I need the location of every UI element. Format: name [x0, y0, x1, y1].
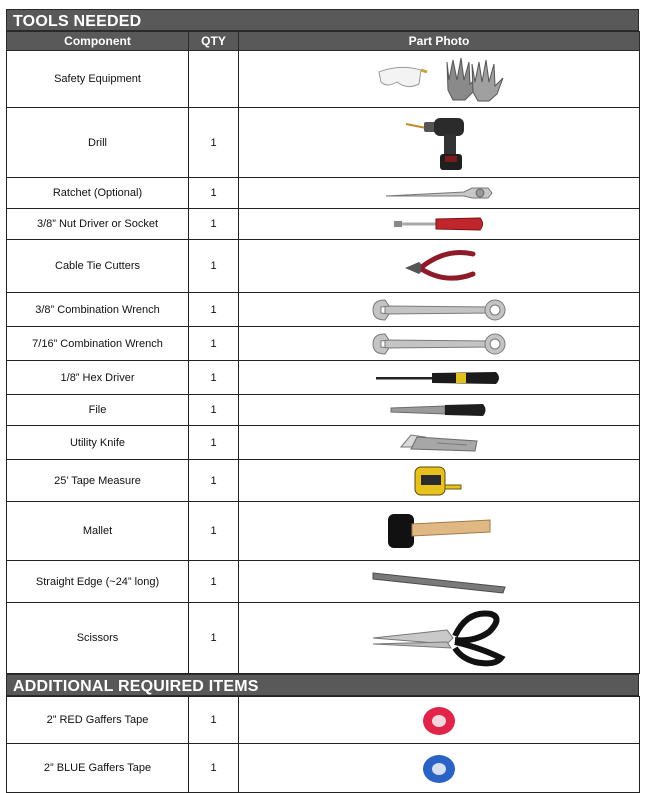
- additional-section-title: ADDITIONAL REQUIRED ITEMS: [6, 674, 639, 696]
- qty-cell: 1: [189, 209, 239, 240]
- qty-cell: 1: [189, 361, 239, 395]
- table-row: [7, 51, 640, 108]
- qty-cell: 1: [189, 460, 239, 502]
- photo-cell: [239, 327, 640, 361]
- mallet-photo: [384, 508, 494, 554]
- qty-cell: 1: [189, 240, 239, 293]
- photo-cell: [239, 744, 640, 793]
- table-header-row: [7, 32, 640, 51]
- additional-table: [6, 696, 640, 793]
- table-row: [7, 426, 640, 460]
- component-cell: Safety Equipment: [7, 51, 189, 108]
- photo-cell: [239, 395, 640, 426]
- tape-measure-photo: [411, 463, 467, 499]
- ratchet-photo: [384, 184, 494, 202]
- component-cell: Drill: [7, 108, 189, 178]
- utility-knife-photo: [397, 431, 481, 455]
- component-cell: 3/8” Nut Driver or Socket: [7, 209, 189, 240]
- file-photo: [389, 402, 489, 418]
- component-cell: Utility Knife: [7, 426, 189, 460]
- qty-cell: 1: [189, 395, 239, 426]
- table-row: [7, 460, 640, 502]
- table-row: [7, 108, 640, 178]
- hex-driver-photo: [374, 369, 504, 387]
- table-row: [7, 293, 640, 327]
- tools-section-title: TOOLS NEEDED: [6, 9, 639, 31]
- photo-cell: [239, 426, 640, 460]
- component-cell: 3/8” Combination Wrench: [7, 293, 189, 327]
- component-cell: 2” RED Gaffers Tape: [7, 697, 189, 744]
- photo-cell: [239, 561, 640, 603]
- photo-cell: [239, 293, 640, 327]
- qty-cell: 1: [189, 603, 239, 674]
- qty-cell: 1: [189, 327, 239, 361]
- qty-cell: [189, 51, 239, 108]
- table-row: [7, 240, 640, 293]
- qty-cell: 1: [189, 108, 239, 178]
- cable-tie-cutters-photo: [399, 244, 479, 288]
- photo-cell: [239, 240, 640, 293]
- nut-driver-photo: [392, 215, 487, 233]
- table-row: [7, 697, 640, 744]
- table-row: [7, 502, 640, 561]
- table-row: [7, 361, 640, 395]
- component-cell: Cable Tie Cutters: [7, 240, 189, 293]
- photo-cell: [239, 460, 640, 502]
- qty-cell: 1: [189, 561, 239, 603]
- table-row: [7, 561, 640, 603]
- qty-cell: 1: [189, 502, 239, 561]
- safety-equipment-photo: [369, 54, 509, 104]
- tools-table: [6, 31, 640, 674]
- photo-cell: [239, 209, 640, 240]
- wrench-photo: [371, 332, 507, 356]
- photo-cell: [239, 108, 640, 178]
- tools-sheet: [6, 9, 639, 793]
- photo-header: Part Photo: [239, 32, 640, 51]
- red-tape-photo: [419, 703, 459, 737]
- photo-cell: [239, 178, 640, 209]
- photo-cell: [239, 603, 640, 674]
- photo-cell: [239, 361, 640, 395]
- table-row: [7, 327, 640, 361]
- qty-cell: 1: [189, 744, 239, 793]
- drill-photo: [404, 112, 474, 174]
- qty-cell: 1: [189, 426, 239, 460]
- component-cell: Straight Edge (~24” long): [7, 561, 189, 603]
- photo-cell: [239, 51, 640, 108]
- component-cell: File: [7, 395, 189, 426]
- table-row: [7, 603, 640, 674]
- component-cell: Ratchet (Optional): [7, 178, 189, 209]
- component-cell: Mallet: [7, 502, 189, 561]
- table-row: [7, 744, 640, 793]
- component-cell: 2” BLUE Gaffers Tape: [7, 744, 189, 793]
- qty-cell: 1: [189, 293, 239, 327]
- component-cell: 25’ Tape Measure: [7, 460, 189, 502]
- qty-header: QTY: [189, 32, 239, 51]
- straight-edge-photo: [371, 569, 507, 595]
- component-cell: 1/8” Hex Driver: [7, 361, 189, 395]
- photo-cell: [239, 502, 640, 561]
- table-row: [7, 395, 640, 426]
- component-header: Component: [7, 32, 189, 51]
- photo-cell: [239, 697, 640, 744]
- component-cell: Scissors: [7, 603, 189, 674]
- scissors-photo: [371, 608, 507, 668]
- blue-tape-photo: [419, 751, 459, 785]
- qty-cell: 1: [189, 178, 239, 209]
- wrench-photo: [371, 298, 507, 322]
- qty-cell: 1: [189, 697, 239, 744]
- component-cell: 7/16” Combination Wrench: [7, 327, 189, 361]
- table-row: [7, 209, 640, 240]
- table-row: [7, 178, 640, 209]
